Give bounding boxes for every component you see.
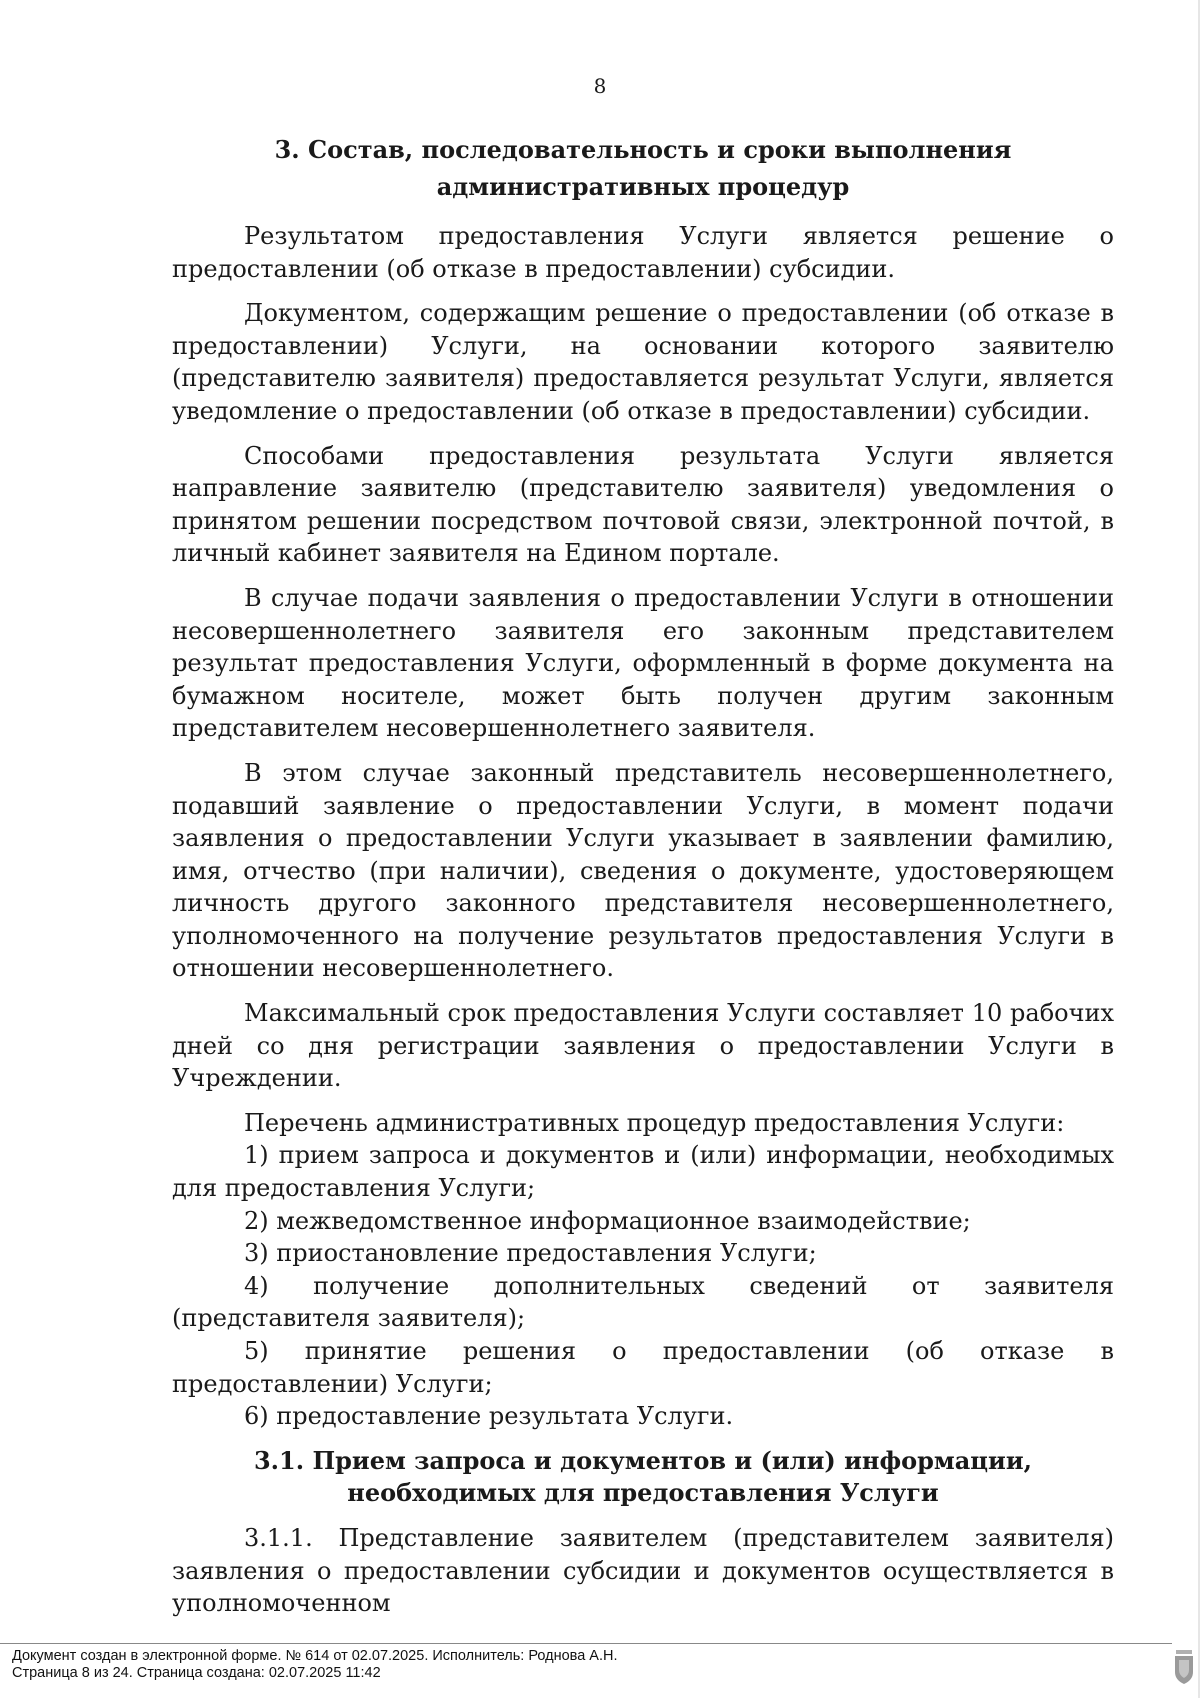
paragraph-legal-representative: В этом случае законный представитель несовершеннолетнего, подавший заявление о предоставлении Услуги, в момент подачи заявления о предоставлении Услуги указывает в заявлении фамилию, имя, отчество (при наличии), сведения о документе, удостоверяющем личность другого законного представителя несовершеннолетнего, уполномоченного на получение результатов предоставления Услуги в отношении несовершеннолетнего. xyxy=(172,758,1114,983)
procedure-item-4: 4) получение дополнительных сведений от заявителя (представителя заявителя); xyxy=(172,1271,1114,1333)
paragraph-max-term: Максимальный срок предоставления Услуги составляет 10 рабочих дней со дня регистрации заявления о предоставлении Услуги в Учреждении. xyxy=(172,999,1114,1093)
paragraph-minor-applicant: В случае подачи заявления о предоставлении Услуги в отношении несовершеннолетнего заявителя его законным представителем результат предоставления Услуги, оформленный в форме документа на бумажном носителе, может быть получен другим законным представителем несовершеннолетнего заявителя. xyxy=(172,583,1114,743)
document-body xyxy=(172,131,1114,1632)
procedure-item-2: 2) межведомственное информационное взаимодействие; xyxy=(244,1206,971,1235)
procedure-item-3: 3) приостановление предоставления Услуги; xyxy=(244,1239,817,1268)
paragraph-document: Документом, содержащим решение о предоставлении (об отказе в предоставлении) Услуги, на основании которого заявителю (представителю заявителя) предоставляется результат Услуги, является уведомление о предоставлении (об отказе в предоставлении) субсидии. xyxy=(172,299,1114,425)
document-footer xyxy=(12,1648,618,1682)
paragraph-result: Результатом предоставления Услуги является решение о предоставлении (об отказе в предоставлении) субсидии. xyxy=(172,222,1114,283)
page-number: 8 xyxy=(593,74,607,98)
procedure-item-5: 5) принятие решения о предоставлении (об отказе в предоставлении) Услуги; xyxy=(172,1337,1114,1398)
procedure-item-6: 6) предоставление результата Услуги. xyxy=(244,1402,734,1431)
procedure-item-1: 1) прием запроса и документов и (или) информации, необходимых для предоставления Услуги; xyxy=(172,1141,1114,1203)
section-3-1-heading: 3.1. Прием запроса и документов и (или) информации, необходимых для предоставления Услуги xyxy=(253,1445,1032,1508)
footer-line-page: Страница 8 из 24. Страница создана: 02.07.2025 11:42 xyxy=(12,1665,381,1681)
footer-line-creation: Документ создан в электронной форме. № 614 от 02.07.2025. Исполнитель: Роднова А.Н. xyxy=(12,1648,618,1664)
paragraph-methods: Способами предоставления результата Услуги является направление заявителю (представителю заявителя) уведомления о принятом решении посредством почтовой связи, электронной почтой, в личный кабинет заявителя на Едином портале. xyxy=(172,441,1114,568)
paragraph-3-1-1: 3.1.1. Представление заявителем (представителем заявителя) заявления о предоставлении субсидии и документов осуществляется в уполномоченном xyxy=(172,1523,1114,1618)
procedures-intro: Перечень административных процедур предоставления Услуги: xyxy=(244,1108,1065,1137)
coat-of-arms-icon xyxy=(1172,1646,1196,1686)
footer-divider xyxy=(0,1643,1172,1644)
section-3-heading: 3. Состав, последовательность и сроки выполнения административных процедур xyxy=(274,135,1012,201)
